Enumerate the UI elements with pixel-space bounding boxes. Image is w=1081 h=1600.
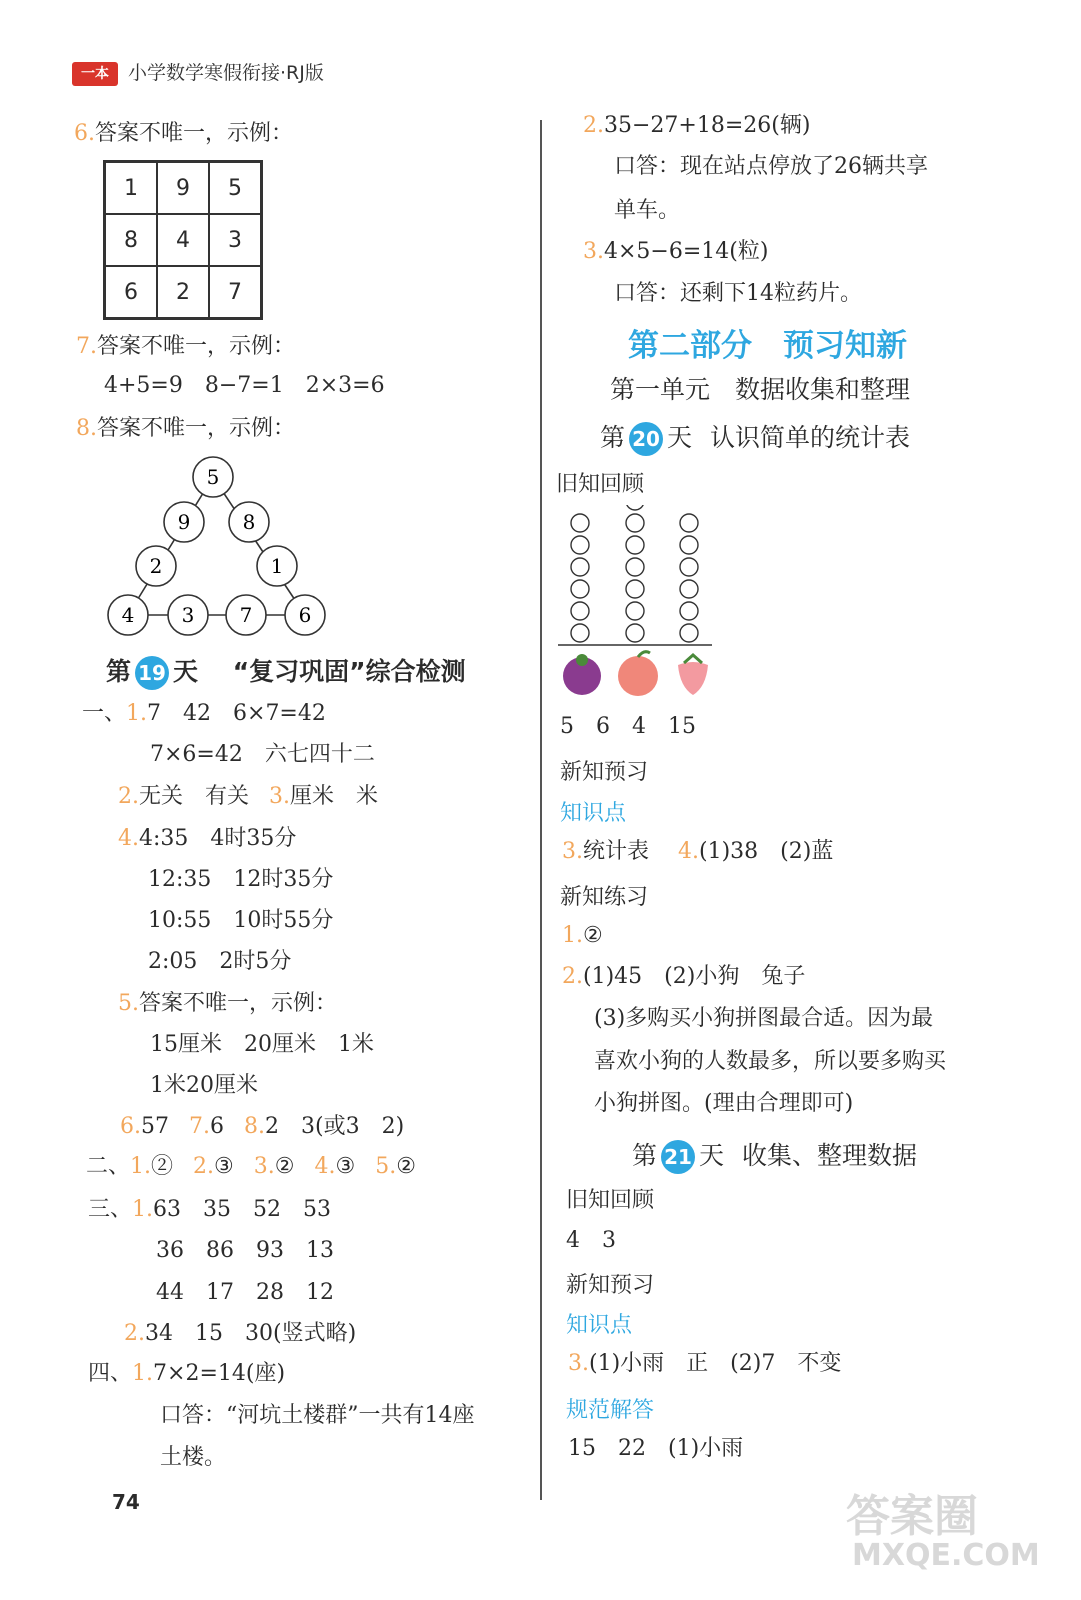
pictograph-circle — [571, 536, 589, 554]
pictograph-circle — [626, 602, 644, 620]
practice-3-line1: (3)多购买小狗拼图最合适。因为最 — [594, 1006, 934, 1031]
standard-answer: 15 22 (1)小雨 — [568, 1436, 744, 1461]
answer-num2: 7. — [189, 1114, 210, 1139]
practice-label: 新知练习 — [560, 885, 649, 910]
watermark-url: MXQE.COM — [852, 1538, 1040, 1573]
answer-line — [88, 1360, 285, 1388]
header-title: 小学数学寒假衔接·RJ版 — [128, 62, 324, 84]
answer-line — [150, 1031, 374, 1059]
answer-text: 36 86 93 13 — [156, 1238, 334, 1263]
answer-text: 57 — [141, 1114, 169, 1139]
answer-num3: 3. — [253, 1154, 275, 1179]
answer-text: 口答：“河坑土楼群”一共有14座 — [160, 1403, 475, 1428]
day21-heading: 第 21 天 收集、整理数据 — [632, 1136, 917, 1174]
answer-num3: 8. — [244, 1114, 265, 1139]
fruit-pictograph — [556, 505, 716, 700]
answer-text2: 6 — [210, 1114, 224, 1139]
triangle-node-label: 5 — [206, 465, 220, 489]
knowledge1-label: 知识点 — [560, 801, 627, 826]
review2-label: 旧知回顾 — [566, 1188, 655, 1213]
day20-badge: 20 — [629, 422, 663, 456]
magic-square-cell: 3 — [209, 214, 261, 266]
knowledge2-label: 知识点 — [566, 1313, 633, 1338]
pictograph-circle — [571, 558, 589, 576]
answer-num: 1. — [132, 1197, 154, 1222]
triangle-node-label: 9 — [177, 510, 191, 534]
answer-line — [148, 948, 291, 976]
answer-text: 口答：还剩下14粒药片。 — [614, 281, 862, 306]
q7-answer: 4+5=9 8−7=1 2×3=6 — [104, 373, 385, 398]
magic-square-cell: 8 — [105, 214, 157, 266]
magic-square-cell: 5 — [209, 162, 261, 214]
answer-num4: 4. — [314, 1154, 336, 1179]
magic-square-cell: 1 — [105, 162, 157, 214]
day19-badge: 19 — [135, 656, 169, 690]
pictograph-circle — [680, 580, 698, 598]
answer-text: 7×2=14(座) — [153, 1361, 286, 1386]
magic-square-cell: 4 — [157, 214, 209, 266]
strawberry-icon — [678, 655, 708, 695]
magic-square-cell: 2 — [157, 266, 209, 318]
answer-text: 4×5−6=14(粒) — [604, 239, 769, 264]
magic-square-cell: 9 — [157, 162, 209, 214]
pictograph-circle — [571, 624, 589, 642]
practice-3-line3: 小狗拼图。(理由合理即可) — [594, 1091, 854, 1116]
answer-text: 1米20厘米 — [150, 1073, 258, 1098]
preview1-label: 新知预习 — [560, 760, 649, 785]
triangle-node-label: 6 — [298, 603, 312, 627]
answer-line — [583, 112, 810, 140]
answer-line — [148, 866, 333, 894]
magic-square-cell: 7 — [209, 266, 261, 318]
page-number: 74 — [112, 1490, 140, 1514]
answer-label: 三、 — [88, 1197, 133, 1222]
answer-line — [156, 1279, 334, 1307]
answer-num: 2. — [583, 113, 604, 138]
answer-num: 2. — [124, 1321, 145, 1346]
magic-square — [103, 160, 263, 320]
answer-line — [124, 1320, 356, 1348]
triangle-node-label: 4 — [121, 603, 135, 627]
pictograph-circle — [626, 558, 644, 576]
answer-text: 12:35 12时35分 — [148, 867, 334, 892]
answer-line — [160, 1444, 226, 1472]
answer-num: 1. — [126, 701, 148, 726]
pictograph-circle — [680, 602, 698, 620]
triangle-node-label: 3 — [181, 603, 195, 627]
answer-text: 无关 有关 — [139, 784, 250, 809]
answer-line — [614, 280, 862, 308]
answer-num: 3. — [583, 239, 604, 264]
answer-text: 35−27+18=26(辆) — [604, 113, 811, 138]
answer-text: 34 15 30(竖式略) — [145, 1321, 357, 1346]
answer-num: 4. — [118, 826, 139, 851]
standard-label: 规范解答 — [566, 1398, 655, 1423]
pictograph-circle — [680, 536, 698, 554]
answer-line — [160, 1402, 475, 1430]
triangle-node-label: 7 — [239, 603, 253, 627]
answer-text: 4:35 4时35分 — [139, 826, 297, 851]
watermark-logo: 答案圈 — [846, 1491, 978, 1542]
answer-text: 单车。 — [614, 198, 681, 223]
pictograph-circle — [626, 505, 644, 510]
answer-label: 四、 — [88, 1361, 133, 1386]
answer-text: 7×6=42 六七四十二 — [150, 742, 375, 767]
practice-2: 2.(1)45 (2)小狗 兔子 — [562, 964, 806, 989]
q8-line: 8.答案不唯一，示例： — [76, 416, 296, 441]
answer-text2: ③ — [214, 1154, 234, 1179]
review2-answer: 4 3 — [566, 1228, 616, 1253]
answer-num: 2. — [118, 784, 139, 809]
fruit-counts: 5 6 4 15 — [560, 714, 696, 739]
brand-logo: 一本 — [72, 62, 118, 86]
answer-text4: ③ — [335, 1154, 356, 1179]
answer-num5: 5. — [375, 1154, 397, 1179]
answer-num2: 3. — [269, 784, 291, 809]
answer-line — [88, 1196, 331, 1224]
answer-text5: ② — [396, 1154, 416, 1179]
practice-3-line2: 喜欢小狗的人数最多，所以要多购买 — [594, 1049, 947, 1074]
practice-1: 1.② — [562, 923, 603, 948]
answer-text: 10:55 10时55分 — [148, 908, 334, 933]
triangle-node-label: 8 — [242, 510, 256, 534]
answer-text: 土楼。 — [160, 1445, 227, 1470]
pictograph-circle — [626, 624, 644, 642]
q6-line: 6.答案不唯一，示例： — [74, 121, 294, 146]
answer-text: 7 42 6×7=42 — [147, 701, 326, 726]
answer-label: 二、 — [86, 1154, 131, 1179]
answer-line — [118, 783, 378, 811]
answer-num: 5. — [118, 991, 139, 1016]
triangle-node-label: 2 — [149, 554, 163, 578]
knowledge1-answers: 3.统计表 4.(1)38 (2)蓝 — [562, 839, 834, 864]
answer-text: ② — [151, 1154, 174, 1179]
answer-text3: 2 3(或3 2) — [265, 1114, 405, 1139]
q7-line: 7.答案不唯一，示例： — [76, 334, 296, 359]
unit1-heading: 第一单元 数据收集和整理 — [610, 375, 911, 404]
pictograph-circle — [571, 580, 589, 598]
answer-line — [148, 907, 333, 935]
answer-text2: 厘米 米 — [290, 784, 379, 809]
answer-line — [150, 1072, 258, 1100]
answer-line — [583, 238, 768, 266]
pictograph-circle — [626, 580, 644, 598]
review1-label: 旧知回顾 — [556, 472, 645, 497]
answer-text: 答案不唯一，示例： — [139, 991, 338, 1016]
answer-text3: ② — [274, 1154, 295, 1179]
answer-line — [120, 1113, 404, 1141]
pictograph-circle — [680, 558, 698, 576]
answer-line — [614, 197, 680, 225]
answer-line — [614, 153, 928, 181]
answer-text: 口答：现在站点停放了26辆共享 — [614, 154, 928, 179]
answer-line — [118, 990, 337, 1018]
day20-heading: 第 20 天 认识简单的统计表 — [600, 418, 910, 456]
answer-num2: 2. — [193, 1154, 215, 1179]
answer-line — [86, 1153, 416, 1181]
apple-icon — [618, 652, 658, 696]
pictograph-circle — [680, 514, 698, 532]
day21-badge: 21 — [661, 1140, 695, 1174]
answer-text: 63 35 52 53 — [153, 1197, 331, 1222]
answer-line — [82, 700, 326, 728]
answer-line — [150, 741, 375, 769]
pictograph-circle — [571, 514, 589, 532]
answer-text: 2:05 2时5分 — [148, 949, 292, 974]
part2-heading: 第二部分 预习知新 — [628, 328, 907, 364]
answer-line — [118, 825, 296, 853]
pictograph-circle — [680, 624, 698, 642]
number-triangle — [100, 455, 340, 640]
triangle-node-label: 1 — [270, 554, 284, 578]
answer-text: 15厘米 20厘米 1米 — [150, 1032, 374, 1057]
knowledge2-answer: 3.(1)小雨 正 (2)7 不变 — [568, 1351, 842, 1376]
answer-label: 一、 — [82, 701, 127, 726]
answer-num: 1. — [132, 1361, 154, 1386]
magic-square-cell: 6 — [105, 266, 157, 318]
answer-text: 44 17 28 12 — [156, 1280, 334, 1305]
answer-num: 6. — [120, 1114, 141, 1139]
answer-line — [156, 1237, 334, 1265]
pictograph-circle — [626, 536, 644, 554]
answer-num: 1. — [130, 1154, 152, 1179]
preview2-label: 新知预习 — [566, 1273, 655, 1298]
pictograph-circle — [571, 602, 589, 620]
pictograph-circle — [626, 514, 644, 532]
mangosteen-icon — [563, 654, 601, 695]
column-divider — [540, 120, 542, 1500]
day19-heading: 第 19 天 “复习巩固”综合检测 — [106, 652, 466, 690]
